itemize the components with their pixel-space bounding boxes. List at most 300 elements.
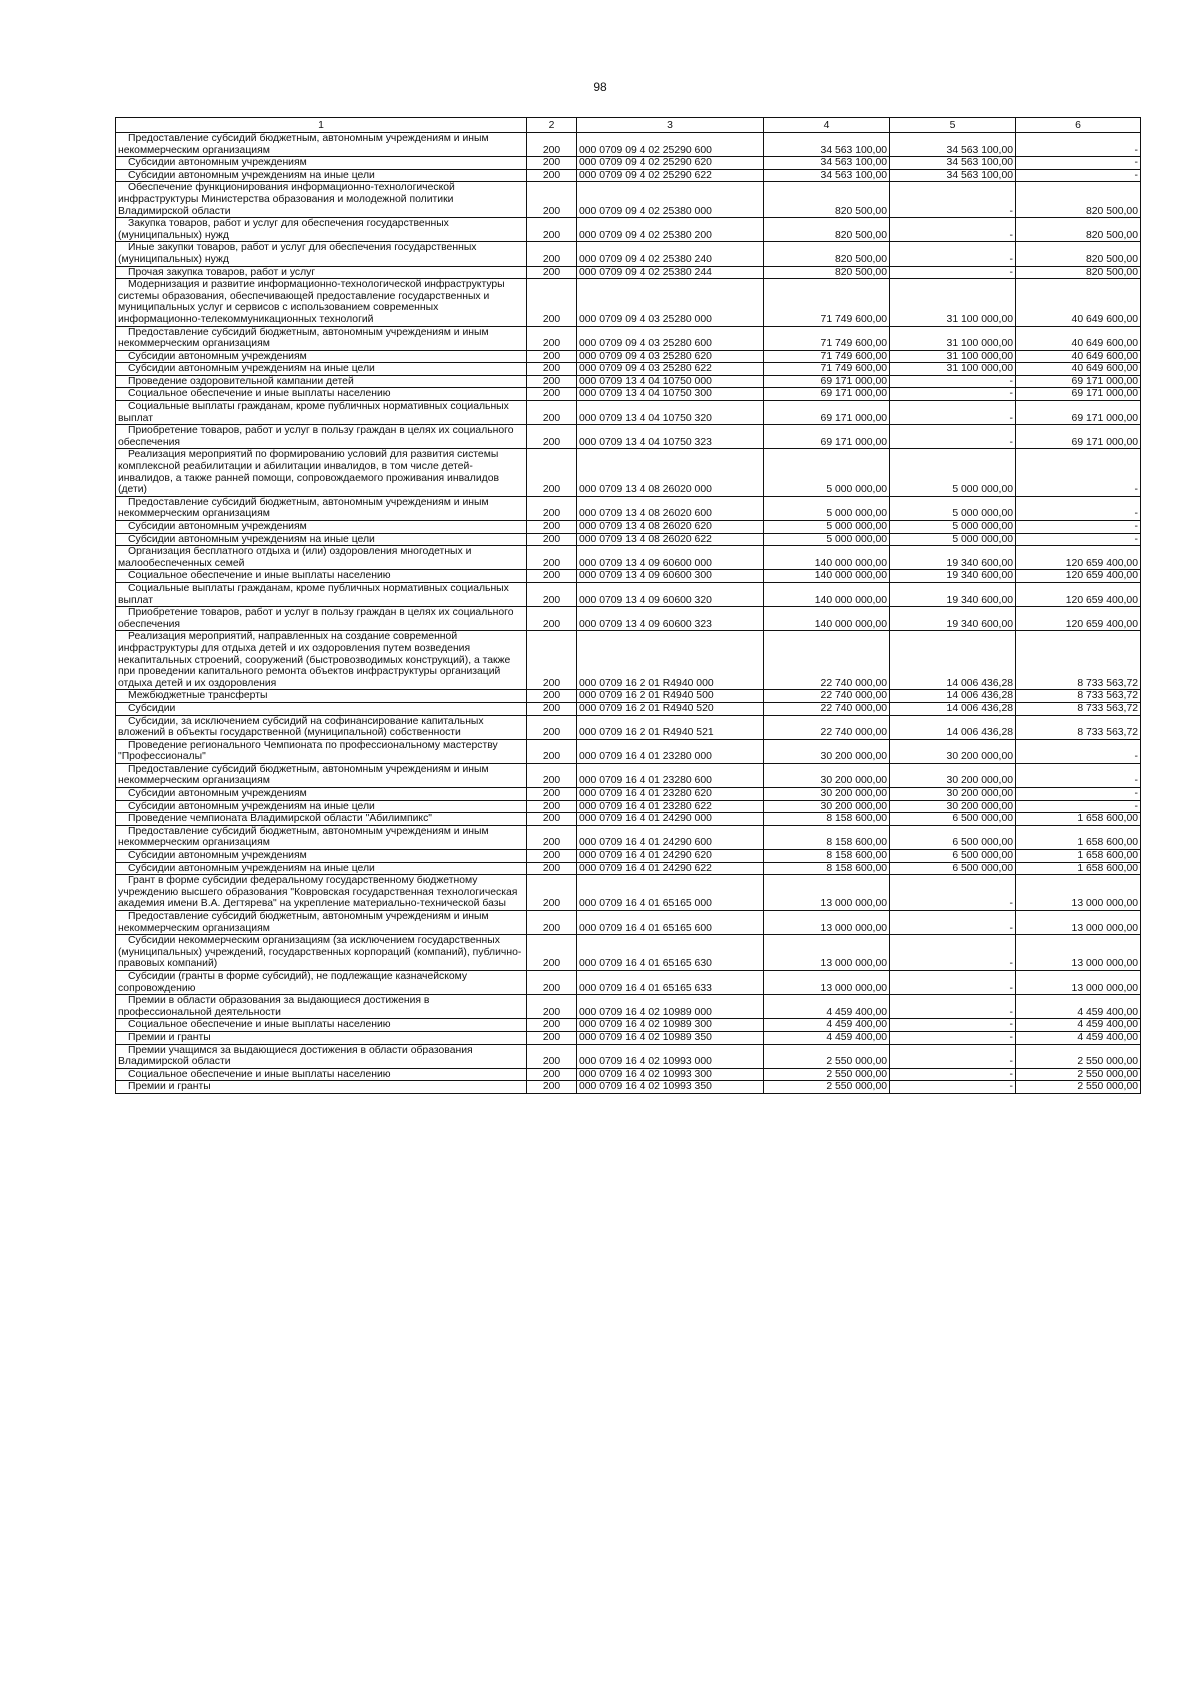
- table-row: [116, 326, 1141, 350]
- row-column-6-amount: 8 733 563,72: [1016, 690, 1141, 703]
- row-name-text: Премии и гранты: [128, 1031, 211, 1043]
- row-column-5-amount: -: [890, 218, 1016, 242]
- row-column-5-amount: -: [890, 911, 1016, 935]
- row-total-amount: 13 000 000,00: [764, 935, 890, 971]
- row-name-text: Субсидии автономным учреждениям: [128, 521, 307, 532]
- row-total-amount: 30 200 000,00: [764, 739, 890, 763]
- row-column-6-amount: 820 500,00: [1016, 182, 1141, 218]
- row-grbs-code: 200: [527, 1044, 577, 1068]
- row-column-5-amount: -: [890, 935, 1016, 971]
- row-budget-code: 000 0709 16 4 01 23280 600: [577, 763, 764, 787]
- row-budget-code: 000 0709 16 4 01 65165 633: [577, 970, 764, 994]
- row-total-amount: 22 740 000,00: [764, 715, 890, 739]
- row-column-6-amount: 820 500,00: [1016, 242, 1141, 266]
- row-total-amount: 30 200 000,00: [764, 788, 890, 801]
- row-budget-code: 000 0709 16 4 01 65165 000: [577, 875, 764, 911]
- table-row: [116, 935, 1141, 971]
- row-name-text: Прочая закупка товаров, работ и услуг: [128, 266, 316, 278]
- row-grbs-code: 200: [527, 582, 577, 606]
- row-name: [116, 862, 527, 875]
- row-grbs-code: 200: [527, 425, 577, 449]
- column-header-6: 6: [1016, 118, 1141, 133]
- row-budget-code: 000 0709 09 4 02 25380 200: [577, 218, 764, 242]
- row-column-5-amount: 5 000 000,00: [890, 533, 1016, 546]
- row-name: [116, 970, 527, 994]
- row-budget-code: 000 0709 09 4 02 25380 240: [577, 242, 764, 266]
- row-name: [116, 388, 527, 401]
- row-grbs-code: 200: [527, 995, 577, 1019]
- row-grbs-code: 200: [527, 850, 577, 863]
- row-grbs-code: 200: [527, 449, 577, 496]
- row-grbs-code: 200: [527, 169, 577, 182]
- row-total-amount: 22 740 000,00: [764, 631, 890, 690]
- row-name-text: Субсидии автономным учреждениям: [128, 157, 307, 169]
- row-column-6-amount: -: [1016, 157, 1141, 170]
- table-row: [116, 169, 1141, 182]
- row-name-text: Иные закупки товаров, работ и услуг для обеспечения государственных (муниципальных) нужд: [118, 242, 477, 265]
- row-column-6-amount: 1 658 600,00: [1016, 850, 1141, 863]
- row-column-6-amount: 69 171 000,00: [1016, 425, 1141, 449]
- row-column-6-amount: -: [1016, 788, 1141, 801]
- row-total-amount: 140 000 000,00: [764, 582, 890, 606]
- row-column-6-amount: 13 000 000,00: [1016, 911, 1141, 935]
- row-name: [116, 363, 527, 376]
- row-name: [116, 533, 527, 546]
- row-grbs-code: 200: [527, 739, 577, 763]
- row-name-text: Социальное обеспечение и иные выплаты населению: [128, 388, 391, 400]
- row-budget-code: 000 0709 16 4 02 10989 000: [577, 995, 764, 1019]
- table-row: [116, 279, 1141, 326]
- row-name-text: Субсидии, за исключением субсидий на софинансирование капитальных вложений в объекты государственной (муниципальной) собственности: [118, 715, 484, 739]
- row-column-6-amount: 69 171 000,00: [1016, 388, 1141, 401]
- row-column-5-amount: 5 000 000,00: [890, 449, 1016, 496]
- budget-table: [115, 117, 1141, 1094]
- table-row: [116, 496, 1141, 520]
- row-grbs-code: 200: [527, 715, 577, 739]
- row-budget-code: 000 0709 09 4 03 25280 000: [577, 279, 764, 326]
- row-total-amount: 5 000 000,00: [764, 449, 890, 496]
- table-row: [116, 363, 1141, 376]
- row-total-amount: 2 550 000,00: [764, 1044, 890, 1068]
- row-name: [116, 169, 527, 182]
- row-name: [116, 1031, 527, 1044]
- table-row: [116, 850, 1141, 863]
- row-column-5-amount: 19 340 600,00: [890, 546, 1016, 570]
- row-column-5-amount: -: [890, 995, 1016, 1019]
- row-budget-code: 000 0709 16 4 01 23280 620: [577, 788, 764, 801]
- column-number-row: [116, 118, 1141, 133]
- row-name-text: Реализация мероприятий по формированию условий для развития системы комплексной реабилитации и абилитации инвалидов, в том числе детей-инвалидов, а также ранней помощи, сопровождаемого проживания инвалидов (дети): [118, 449, 500, 496]
- row-name: [116, 279, 527, 326]
- row-budget-code: 000 0709 13 4 08 26020 620: [577, 521, 764, 534]
- row-column-6-amount: 13 000 000,00: [1016, 970, 1141, 994]
- table-row: [116, 1081, 1141, 1094]
- row-column-6-amount: 69 171 000,00: [1016, 401, 1141, 425]
- row-column-5-amount: 6 500 000,00: [890, 825, 1016, 849]
- row-column-5-amount: -: [890, 1081, 1016, 1094]
- row-column-6-amount: 69 171 000,00: [1016, 375, 1141, 388]
- row-column-5-amount: 31 100 000,00: [890, 363, 1016, 376]
- row-name: [116, 326, 527, 350]
- row-name-text: Субсидии автономным учреждениям на иные цели: [128, 862, 375, 874]
- row-name-text: Социальные выплаты гражданам, кроме публичных нормативных социальных выплат: [118, 401, 509, 424]
- row-column-5-amount: 30 200 000,00: [890, 763, 1016, 787]
- row-column-6-amount: 1 658 600,00: [1016, 862, 1141, 875]
- row-column-5-amount: -: [890, 1044, 1016, 1068]
- table-row: [116, 1068, 1141, 1081]
- row-grbs-code: 200: [527, 266, 577, 279]
- row-total-amount: 5 000 000,00: [764, 521, 890, 534]
- table-row: [116, 813, 1141, 826]
- row-name-text: Проведение регионального Чемпионата по профессиональному мастерству "Профессионалы": [118, 739, 498, 763]
- row-column-5-amount: 34 563 100,00: [890, 133, 1016, 157]
- table-row: [116, 970, 1141, 994]
- row-grbs-code: 200: [527, 970, 577, 994]
- table-row: [116, 1019, 1141, 1032]
- row-name-text: Субсидии автономным учреждениям на иные цели: [128, 533, 375, 545]
- table-row: [116, 862, 1141, 875]
- row-total-amount: 69 171 000,00: [764, 388, 890, 401]
- row-budget-code: 000 0709 16 4 02 10993 350: [577, 1081, 764, 1094]
- row-name-text: Обеспечение функционирования информационно-технологической инфраструктуры Министерства образования и молодежной политики Владимирской области: [118, 182, 455, 217]
- row-total-amount: 5 000 000,00: [764, 496, 890, 520]
- row-name: [116, 375, 527, 388]
- row-name: [116, 266, 527, 279]
- row-budget-code: 000 0709 13 4 09 60600 000: [577, 546, 764, 570]
- row-column-6-amount: -: [1016, 521, 1141, 534]
- row-column-5-amount: -: [890, 1019, 1016, 1032]
- row-name: [116, 1081, 527, 1094]
- row-budget-code: 000 0709 16 4 01 24290 000: [577, 813, 764, 826]
- row-name-text: Грант в форме субсидии федеральному государственному бюджетному учреждению высшего образования "Ковровская государственная технологическая академия имени В.А. Дегтярева" на укрепление материально-технической базы: [118, 875, 518, 910]
- row-total-amount: 13 000 000,00: [764, 970, 890, 994]
- row-total-amount: 34 563 100,00: [764, 133, 890, 157]
- row-column-5-amount: 14 006 436,28: [890, 631, 1016, 690]
- row-column-5-amount: 14 006 436,28: [890, 715, 1016, 739]
- row-grbs-code: 200: [527, 800, 577, 813]
- row-grbs-code: 200: [527, 911, 577, 935]
- row-grbs-code: 200: [527, 401, 577, 425]
- row-budget-code: 000 0709 16 4 01 24290 622: [577, 862, 764, 875]
- row-budget-code: 000 0709 09 4 02 25290 622: [577, 169, 764, 182]
- row-grbs-code: 200: [527, 521, 577, 534]
- row-name-text: Приобретение товаров, работ и услуг в пользу граждан в целях их социального обеспечения: [118, 425, 514, 448]
- row-name-text: Субсидии автономным учреждениям на иные цели: [128, 800, 375, 812]
- row-column-5-amount: -: [890, 242, 1016, 266]
- row-name: [116, 218, 527, 242]
- row-name: [116, 788, 527, 801]
- row-total-amount: 71 749 600,00: [764, 363, 890, 376]
- row-budget-code: 000 0709 16 4 01 24290 620: [577, 850, 764, 863]
- row-column-5-amount: 34 563 100,00: [890, 169, 1016, 182]
- row-grbs-code: 200: [527, 763, 577, 787]
- table-row: [116, 425, 1141, 449]
- row-column-5-amount: -: [890, 425, 1016, 449]
- row-budget-code: 000 0709 09 4 03 25280 622: [577, 363, 764, 376]
- row-budget-code: 000 0709 13 4 08 26020 000: [577, 449, 764, 496]
- row-grbs-code: 200: [527, 546, 577, 570]
- table-row: [116, 702, 1141, 715]
- table-row: [116, 266, 1141, 279]
- row-column-5-amount: 19 340 600,00: [890, 570, 1016, 583]
- row-column-5-amount: -: [890, 388, 1016, 401]
- row-column-6-amount: 8 733 563,72: [1016, 715, 1141, 739]
- row-total-amount: 5 000 000,00: [764, 533, 890, 546]
- row-column-5-amount: 30 200 000,00: [890, 739, 1016, 763]
- row-column-5-amount: 31 100 000,00: [890, 326, 1016, 350]
- row-grbs-code: 200: [527, 1081, 577, 1094]
- row-name: [116, 350, 527, 363]
- row-grbs-code: 200: [527, 570, 577, 583]
- row-column-6-amount: -: [1016, 739, 1141, 763]
- row-total-amount: 140 000 000,00: [764, 570, 890, 583]
- row-name-text: Премии учащимся за выдающиеся достижения в области образования Владимирской области: [118, 1044, 473, 1068]
- row-column-5-amount: 34 563 100,00: [890, 157, 1016, 170]
- row-name-text: Предоставление субсидий бюджетным, автономным учреждениям и иным некоммерческим организациям: [118, 496, 489, 520]
- row-budget-code: 000 0709 13 4 09 60600 300: [577, 570, 764, 583]
- row-grbs-code: 200: [527, 631, 577, 690]
- row-column-6-amount: 1 658 600,00: [1016, 813, 1141, 826]
- row-name-text: Субсидии некоммерческим организациям (за исключением государственных (муниципальных) учреждений, государственных корпораций (компаний), публично-правовых компаний): [118, 935, 522, 970]
- row-name-text: Социальное обеспечение и иные выплаты населению: [128, 570, 391, 582]
- row-column-6-amount: 8 733 563,72: [1016, 631, 1141, 690]
- row-column-5-amount: -: [890, 1068, 1016, 1081]
- row-name: [116, 607, 527, 631]
- table-row: [116, 546, 1141, 570]
- row-name-text: Субсидии автономным учреждениям: [128, 850, 307, 862]
- row-column-6-amount: 2 550 000,00: [1016, 1081, 1141, 1094]
- row-column-5-amount: 14 006 436,28: [890, 690, 1016, 703]
- row-column-6-amount: -: [1016, 533, 1141, 546]
- row-column-5-amount: 31 100 000,00: [890, 279, 1016, 326]
- row-name-text: Субсидии автономным учреждениям: [128, 350, 307, 362]
- row-name: [116, 690, 527, 703]
- row-column-6-amount: 120 659 400,00: [1016, 546, 1141, 570]
- table-row: [116, 763, 1141, 787]
- row-name-text: Проведение чемпионата Владимирской области "Абилимпикс": [128, 813, 432, 825]
- row-budget-code: 000 0709 09 4 03 25280 600: [577, 326, 764, 350]
- page-number: 98: [593, 80, 607, 94]
- row-column-6-amount: 120 659 400,00: [1016, 570, 1141, 583]
- row-column-6-amount: -: [1016, 763, 1141, 787]
- row-grbs-code: 200: [527, 363, 577, 376]
- row-column-5-amount: -: [890, 875, 1016, 911]
- row-column-6-amount: 13 000 000,00: [1016, 935, 1141, 971]
- table-row: [116, 607, 1141, 631]
- row-budget-code: 000 0709 09 4 03 25280 620: [577, 350, 764, 363]
- row-name: [116, 739, 527, 763]
- row-budget-code: 000 0709 13 4 09 60600 320: [577, 582, 764, 606]
- row-column-5-amount: 6 500 000,00: [890, 850, 1016, 863]
- row-budget-code: 000 0709 09 4 02 25290 600: [577, 133, 764, 157]
- row-budget-code: 000 0709 09 4 02 25380 244: [577, 266, 764, 279]
- row-total-amount: 22 740 000,00: [764, 702, 890, 715]
- row-budget-code: 000 0709 16 4 02 10989 300: [577, 1019, 764, 1032]
- row-total-amount: 820 500,00: [764, 242, 890, 266]
- row-name-text: Предоставление субсидий бюджетным, автономным учреждениям и иным некоммерческим организациям: [118, 763, 489, 787]
- row-grbs-code: 200: [527, 690, 577, 703]
- row-total-amount: 820 500,00: [764, 182, 890, 218]
- row-total-amount: 30 200 000,00: [764, 800, 890, 813]
- row-column-6-amount: 2 550 000,00: [1016, 1068, 1141, 1081]
- row-name: [116, 1068, 527, 1081]
- row-total-amount: 69 171 000,00: [764, 425, 890, 449]
- row-total-amount: 22 740 000,00: [764, 690, 890, 703]
- row-name: [116, 401, 527, 425]
- row-column-6-amount: -: [1016, 800, 1141, 813]
- row-total-amount: 71 749 600,00: [764, 326, 890, 350]
- row-total-amount: 140 000 000,00: [764, 607, 890, 631]
- row-name-text: Социальное обеспечение и иные выплаты населению: [128, 1068, 391, 1080]
- row-total-amount: 8 158 600,00: [764, 813, 890, 826]
- row-total-amount: 69 171 000,00: [764, 375, 890, 388]
- row-column-6-amount: 4 459 400,00: [1016, 995, 1141, 1019]
- row-name: [116, 157, 527, 170]
- row-name-text: Приобретение товаров, работ и услуг в пользу граждан в целях их социального обеспечения: [118, 607, 514, 630]
- row-column-6-amount: 820 500,00: [1016, 218, 1141, 242]
- row-budget-code: 000 0709 13 4 04 10750 000: [577, 375, 764, 388]
- row-name-text: Социальное обеспечение и иные выплаты населению: [128, 1019, 391, 1031]
- row-budget-code: 000 0709 16 2 01 R4940 500: [577, 690, 764, 703]
- row-grbs-code: 200: [527, 1031, 577, 1044]
- row-column-5-amount: -: [890, 970, 1016, 994]
- row-name-text: Закупка товаров, работ и услуг для обеспечения государственных (муниципальных) нужд: [118, 218, 449, 241]
- row-name-text: Предоставление субсидий бюджетным, автономным учреждениям и иным некоммерческим организациям: [118, 825, 489, 849]
- row-name: [116, 715, 527, 739]
- row-budget-code: 000 0709 16 2 01 R4940 000: [577, 631, 764, 690]
- row-name: [116, 1019, 527, 1032]
- row-column-5-amount: 19 340 600,00: [890, 582, 1016, 606]
- row-column-6-amount: -: [1016, 496, 1141, 520]
- row-column-6-amount: 40 649 600,00: [1016, 326, 1141, 350]
- row-total-amount: 34 563 100,00: [764, 157, 890, 170]
- row-grbs-code: 200: [527, 875, 577, 911]
- row-column-5-amount: -: [890, 182, 1016, 218]
- table-row: [116, 521, 1141, 534]
- row-column-6-amount: 4 459 400,00: [1016, 1019, 1141, 1032]
- table-row: [116, 1044, 1141, 1068]
- row-column-6-amount: 40 649 600,00: [1016, 279, 1141, 326]
- row-name: [116, 935, 527, 971]
- row-grbs-code: 200: [527, 607, 577, 631]
- row-column-5-amount: 6 500 000,00: [890, 813, 1016, 826]
- row-name: [116, 582, 527, 606]
- row-grbs-code: 200: [527, 388, 577, 401]
- row-grbs-code: 200: [527, 788, 577, 801]
- row-column-6-amount: 8 733 563,72: [1016, 702, 1141, 715]
- row-name-text: Субсидии: [128, 702, 176, 714]
- row-name: [116, 995, 527, 1019]
- table-row: [116, 449, 1141, 496]
- row-total-amount: 8 158 600,00: [764, 850, 890, 863]
- row-total-amount: 2 550 000,00: [764, 1081, 890, 1094]
- row-column-5-amount: -: [890, 266, 1016, 279]
- row-name: [116, 449, 527, 496]
- row-name-text: Модернизация и развитие информационно-технологической инфраструктуры системы образования, обеспечивающей предоставление государственных и муниципальных услуг и сервисов с использованием современных информационно-телекоммуникационных технологий: [118, 279, 505, 325]
- row-name: [116, 702, 527, 715]
- row-name-text: Субсидии (гранты в форме субсидий), не подлежащие казначейскому сопровождению: [118, 970, 468, 994]
- row-budget-code: 000 0709 13 4 09 60600 323: [577, 607, 764, 631]
- row-budget-code: 000 0709 13 4 08 26020 600: [577, 496, 764, 520]
- row-column-5-amount: 30 200 000,00: [890, 788, 1016, 801]
- row-name: [116, 546, 527, 570]
- row-name-text: Премии в области образования за выдающиеся достижения в профессиональной деятельности: [118, 995, 430, 1018]
- row-column-5-amount: 31 100 000,00: [890, 350, 1016, 363]
- row-total-amount: 8 158 600,00: [764, 825, 890, 849]
- row-name-text: Реализация мероприятий, направленных на создание современной инфраструктуры для отдыха детей и их оздоровления путем возведения некапитальных строений, сооружений (быстровозводимых конструкций), а также при проведении капитального ремонта объектов инфраструктуры организаций отдыха детей и их оздоровления: [118, 631, 511, 689]
- row-grbs-code: 200: [527, 702, 577, 715]
- table-row: [116, 570, 1141, 583]
- table-row: [116, 1031, 1141, 1044]
- row-column-5-amount: 14 006 436,28: [890, 702, 1016, 715]
- row-budget-code: 000 0709 16 4 02 10993 000: [577, 1044, 764, 1068]
- row-name: [116, 570, 527, 583]
- row-total-amount: 2 550 000,00: [764, 1068, 890, 1081]
- row-total-amount: 4 459 400,00: [764, 1031, 890, 1044]
- row-column-6-amount: 13 000 000,00: [1016, 875, 1141, 911]
- row-name: [116, 182, 527, 218]
- row-column-6-amount: -: [1016, 449, 1141, 496]
- row-column-6-amount: -: [1016, 169, 1141, 182]
- row-total-amount: 820 500,00: [764, 218, 890, 242]
- row-budget-code: 000 0709 09 4 02 25380 000: [577, 182, 764, 218]
- row-name-text: Предоставление субсидий бюджетным, автономным учреждениям и иным некоммерческим организациям: [118, 133, 489, 156]
- table-row: [116, 218, 1141, 242]
- row-name: [116, 631, 527, 690]
- row-name-text: Социальные выплаты гражданам, кроме публичных нормативных социальных выплат: [118, 582, 509, 606]
- row-budget-code: 000 0709 16 4 01 23280 000: [577, 739, 764, 763]
- row-column-5-amount: 19 340 600,00: [890, 607, 1016, 631]
- row-column-6-amount: 120 659 400,00: [1016, 607, 1141, 631]
- table-row: [116, 388, 1141, 401]
- row-budget-code: 000 0709 16 4 01 65165 600: [577, 911, 764, 935]
- table-row: [116, 631, 1141, 690]
- row-budget-code: 000 0709 13 4 04 10750 323: [577, 425, 764, 449]
- table-row: [116, 911, 1141, 935]
- table-row: [116, 825, 1141, 849]
- table-row: [116, 133, 1141, 157]
- row-total-amount: 30 200 000,00: [764, 763, 890, 787]
- table-row: [116, 582, 1141, 606]
- row-total-amount: 4 459 400,00: [764, 995, 890, 1019]
- column-header-5: 5: [890, 118, 1016, 133]
- row-grbs-code: 200: [527, 182, 577, 218]
- row-grbs-code: 200: [527, 533, 577, 546]
- row-name: [116, 800, 527, 813]
- row-grbs-code: 200: [527, 1068, 577, 1081]
- row-total-amount: 71 749 600,00: [764, 350, 890, 363]
- row-grbs-code: 200: [527, 242, 577, 266]
- row-total-amount: 34 563 100,00: [764, 169, 890, 182]
- row-name: [116, 521, 527, 534]
- row-total-amount: 69 171 000,00: [764, 401, 890, 425]
- table-row: [116, 690, 1141, 703]
- row-total-amount: 8 158 600,00: [764, 862, 890, 875]
- row-name-text: Межбюджетные трансферты: [128, 690, 268, 702]
- table-row: [116, 788, 1141, 801]
- table-row: [116, 800, 1141, 813]
- row-grbs-code: 200: [527, 862, 577, 875]
- row-budget-code: 000 0709 16 2 01 R4940 520: [577, 702, 764, 715]
- row-name: [116, 133, 527, 157]
- table-row: [116, 533, 1141, 546]
- table-row: [116, 157, 1141, 170]
- row-grbs-code: 200: [527, 133, 577, 157]
- row-total-amount: 4 459 400,00: [764, 1019, 890, 1032]
- row-column-6-amount: 4 459 400,00: [1016, 1031, 1141, 1044]
- row-column-5-amount: -: [890, 375, 1016, 388]
- row-name-text: Субсидии автономным учреждениям на иные цели: [128, 169, 375, 181]
